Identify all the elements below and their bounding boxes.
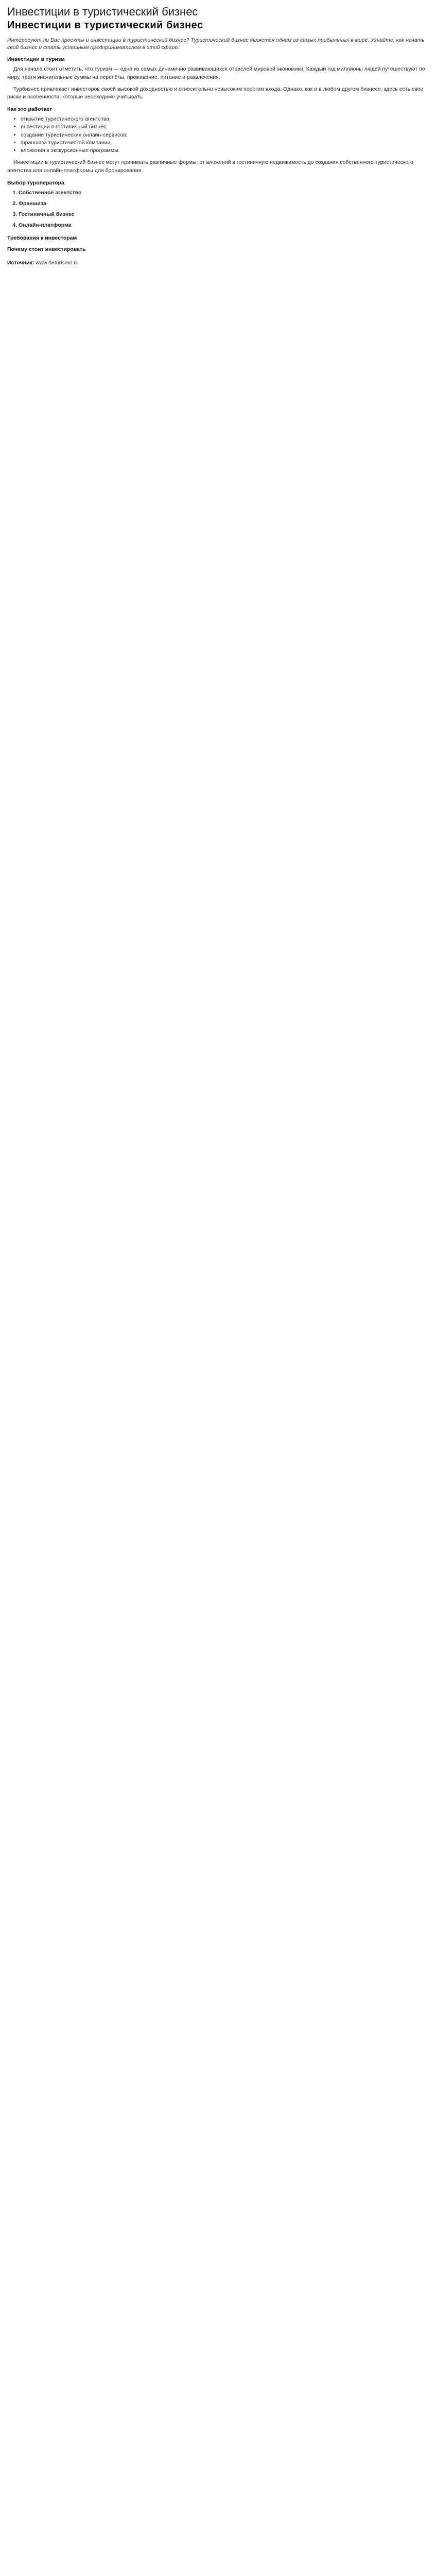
article-lead: Интересуют ли Вас проекты и инвестиции в туристический бизнес? Туристический бизнес является одним из самых прибыльных в мире. Узнайте, как начать свой бизнес и стать успешным предпринимателем в этой сфере. — [7, 37, 425, 51]
list-item: 2. Франшиза — [19, 200, 429, 208]
bullet-list — [7, 115, 429, 155]
list-item: • инвестиции в гостиничный бизнес; — [21, 123, 429, 131]
article — [0, 0, 436, 276]
list-item: • создание туристических онлайн-сервисов; — [21, 131, 429, 139]
section-title: Инвестиции в туризм — [7, 56, 65, 63]
list-item: • франшиза туристической компании; — [21, 139, 429, 147]
list-item: 1. Собственное агентство — [19, 189, 429, 197]
list-item: 3. Гостиничный бизнес — [19, 211, 429, 218]
source-line — [7, 260, 429, 266]
source-label: Источник: — [7, 259, 34, 266]
list-item: • открытие туристического агентства; — [21, 115, 429, 123]
section-title: Требования к инвесторам — [7, 234, 77, 241]
list-item: 4. Онлайн-платформа — [19, 222, 429, 229]
page-title: Инвестиции в туристический бизнес — [7, 5, 198, 18]
paragraph: Турбизнес привлекает инвесторов своей высокой доходностью и относительно невысоким порогом входа. Однако, как и в любом другом бизнесе, здесь есть свои риски и особенности, которые необходимо учитывать. — [7, 86, 424, 100]
section-title: Как это работает — [7, 106, 53, 113]
paragraph: Инвестиции в туристический бизнес могут принимать различные формы: от вложений в гостиничную недвижимость до создания собственного туристического агентства или онлайн-платформы для бронирования. — [7, 159, 413, 174]
section-title: Выбор туроператора — [7, 179, 64, 186]
list-item: • вложения в экскурсионные программы. — [21, 147, 429, 155]
source-link[interactable]: www.deturismo.ru — [36, 259, 79, 266]
paragraph: Для начала стоит отметить, что туризм — одна из самых динамично развивающихся отраслей мировой экономики. Каждый год миллионы людей путешествуют по миру, тратя значительные суммы на перелёты, проживание, питание и развлечения. — [7, 66, 425, 80]
article-heading: Инвестиции в туристический бизнес — [7, 20, 203, 31]
section-title: Почему стоит инвестировать — [7, 246, 86, 252]
ordered-list — [7, 189, 429, 230]
